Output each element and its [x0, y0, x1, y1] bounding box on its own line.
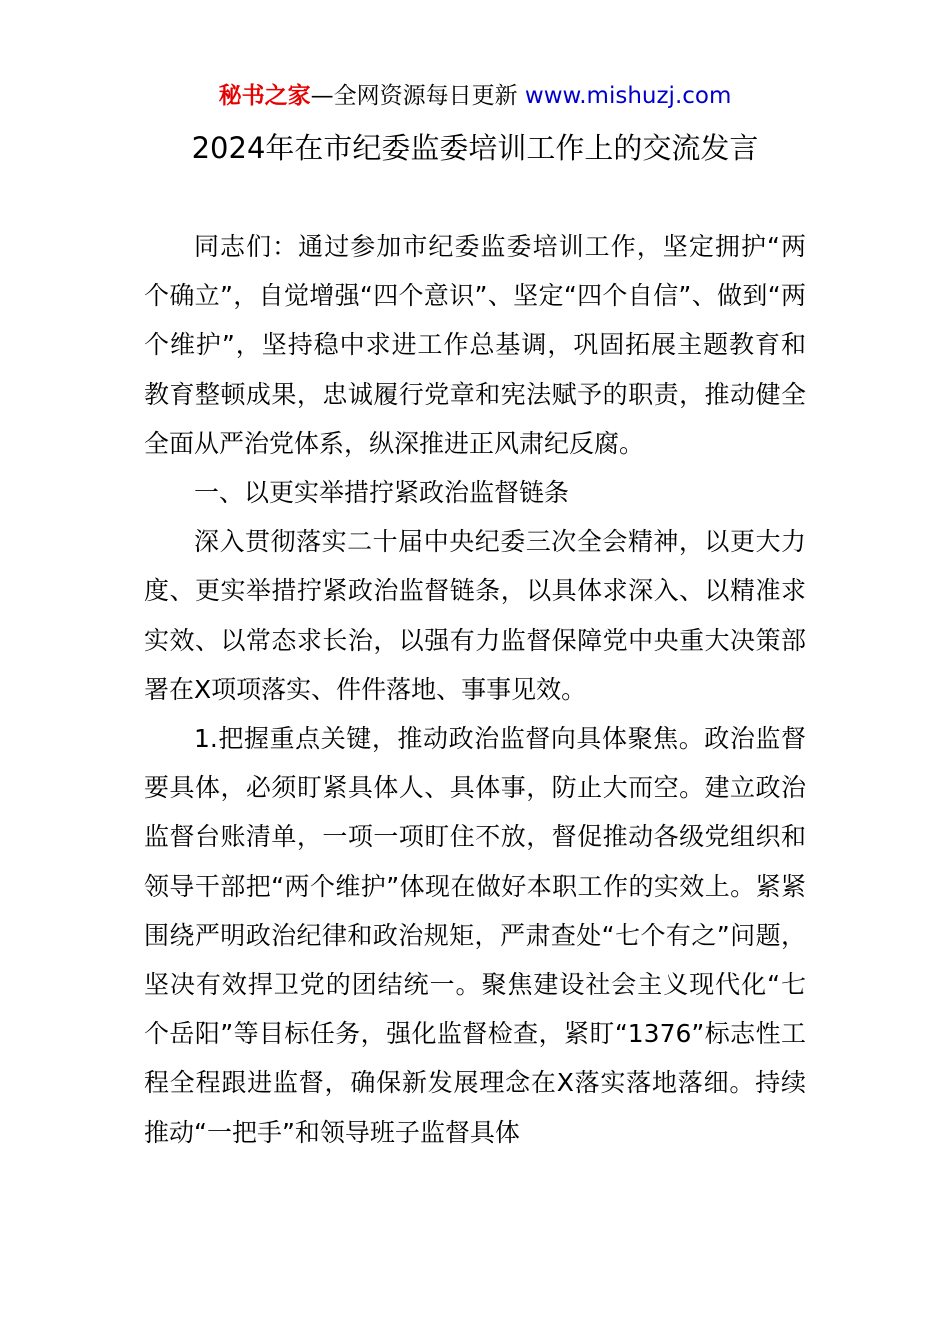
- document-body: [144, 222, 806, 1157]
- site-brand: 秘书之家: [218, 83, 311, 109]
- paragraph-point-1: 1.把握重点关键，推动政治监督向具体聚焦。政治监督要具体，必须盯紧具体人、具体事，防止大而空。建立政治监督台账清单，一项一项盯住不放，督促推动各级党组织和领导干部把“两个维护”体现在做好本职工作的实效上。紧紧围绕严明政治纪律和政治规矩，严肃查处“七个有之”问题，坚决有效捍卫党的团结统一。聚焦建设社会主义现代化“七个岳阳”等目标任务，强化监督检查，紧盯“1376”标志性工程全程跟进监督，确保新发展理念在X落实落地落细。持续推动“一把手”和领导班子监督具体: [144, 724, 806, 1147]
- section-heading: 一、以更实举措拧紧政治监督链条: [194, 478, 570, 508]
- paragraph-section-intro: 深入贯彻落实二十届中央纪委三次全会精神，以更大力度、更实举措拧紧政治监督链条，以具体求深入、以精准求实效、以常态求长治，以强有力监督保障党中央重大决策部署在X项项落实、件件落地、事事见效。: [144, 527, 806, 704]
- document-title: 2024年在市纪委监委培训工作上的交流发言: [191, 131, 759, 165]
- site-url-link[interactable]: www.mishuzj.com: [524, 83, 732, 109]
- paragraph-greeting: 同志们：通过参加市纪委监委培训工作，坚定拥护“两个确立”，自觉增强“四个意识”、坚定“四个自信”、做到“两个维护”，坚持稳中求进工作总基调，巩固拓展主题教育和教育整顿成果，忠诚履行党章和宪法赋予的职责，推动健全全面从严治党体系，纵深推进正风肃纪反腐。: [144, 232, 806, 458]
- site-tagline: —全网资源每日更新: [310, 83, 518, 109]
- site-banner: [0, 80, 950, 112]
